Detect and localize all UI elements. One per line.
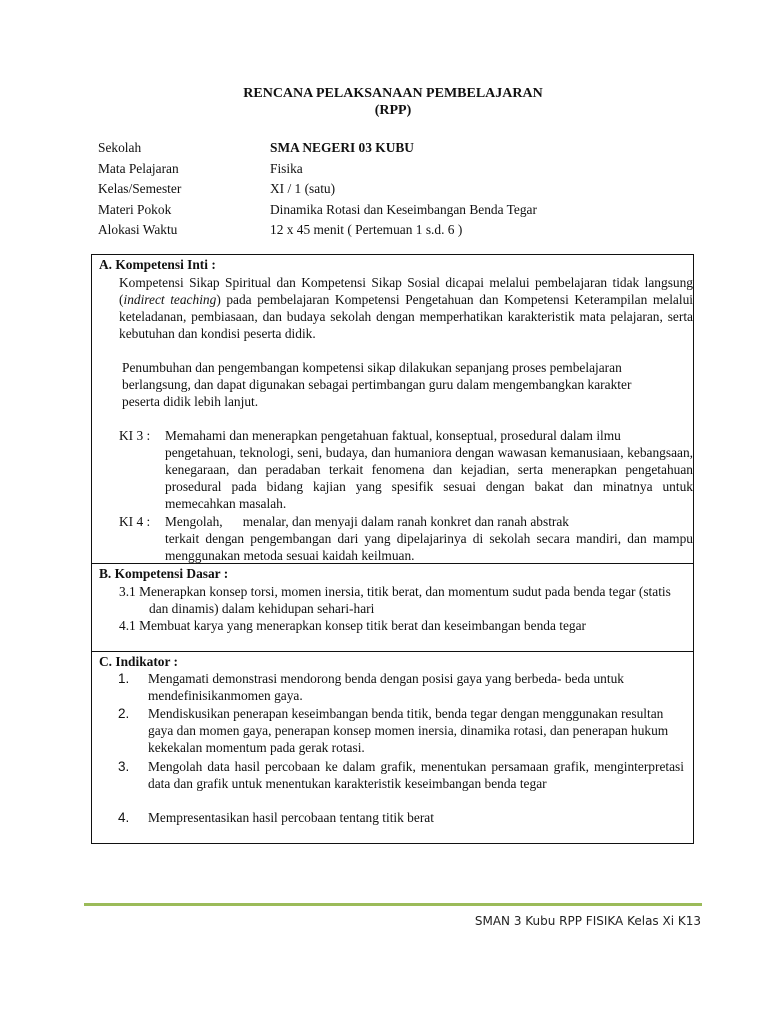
ki-4-continuation: terkait dengan pengembangan dari yang dipelajarinya di sekolah secara mandiri, dan mampu menggunakan metoda sesuai kaidah keilmuan. <box>165 531 693 563</box>
document-subtitle: (RPP) <box>374 103 412 118</box>
ki-3-line1-text: Memahami dan menerapkan pengetahuan faktual, konseptual, prosedural dalam ilmu <box>165 428 621 443</box>
indikator-item <box>118 758 684 792</box>
ki-paragraph-2: Penumbuhan dan pengembangan kompetensi sikap dilakukan sepanjang proses pembelajaran berlangsung, dan dapat digunakan sebagai pertimbangan guru dalam mengembangkan karakter peserta didik lebih lanjut. <box>122 360 632 409</box>
info-label: Mata Pelajaran <box>98 160 179 176</box>
indikator-text: Mendiskusikan penerapan keseimbangan benda titik, benda tegar dengan menggunakan resultan gaya dan momen gaya, penerapan konsep momen inersia, dinamika rotasi, dan penerapan hukum kekekalan momentum pada gerak rotasi. <box>148 706 669 755</box>
info-row-mata-pelajaran <box>98 159 698 180</box>
info-label: Kelas/Semester <box>98 181 182 197</box>
kompetensi-inti-box <box>91 254 694 564</box>
ki-paragraph-1-text-b: ) pada pembelajaran Kompetensi Pengetahuan dan Kompetensi Keterampilan melalui keteladanan, pembiasaan, dan budaya sekolah dengan memperhatikan karakteristik mata pelajaran, serta kebutuhan dan kondisi peserta didik. <box>119 292 693 341</box>
ki-4-first-line <box>119 513 693 530</box>
kompetensi-dasar-heading: B. Kompetensi Dasar : <box>99 566 229 581</box>
ki-4-label: KI 4 : <box>119 514 151 529</box>
info-value: XI / 1 (satu) <box>270 181 336 197</box>
indikator-text: Mengamati demonstrasi mendorong benda dengan posisi gaya yang berbeda- beda untuk mendefinisikanmomen gaya. <box>148 671 624 703</box>
indikator-item <box>118 809 684 826</box>
page-footer: SMAN 3 Kubu RPP FISIKA Kelas Xi K13 <box>474 914 701 928</box>
indikator-number: 2. <box>118 706 130 721</box>
info-value: Dinamika Rotasi dan Keseimbangan Benda Tegar <box>270 201 537 217</box>
ki-paragraph-1-emphasis: indirect teaching <box>123 292 217 307</box>
ki-3-continuation: pengetahuan, teknologi, seni, budaya, dan humaniora dengan wawasan kemanusiaan, kebangsaan, kenegaraan, dan peradaban terkait fenomena dan kejadian, serta menerapkan pengetahuan prosedural pada bidang kajian yang spesifik sesuai dengan bakat dan minatnya untuk memecahkan masalah. <box>165 445 693 511</box>
ki-4-line1-text: Mengolah, menalar, dan menyaji dalam ranah konkret dan ranah abstrak <box>165 514 570 529</box>
indikator-number: 3. <box>118 759 130 774</box>
info-row-kelas-semester <box>98 179 698 200</box>
kompetensi-dasar-box <box>91 563 694 652</box>
indikator-item <box>118 670 684 704</box>
indikator-box <box>91 651 694 844</box>
indikator-number: 4. <box>118 810 130 825</box>
info-value: SMA NEGERI 03 KUBU <box>270 140 414 155</box>
document-title: RENCANA PELAKSANAAN PEMBELAJARAN <box>243 86 543 101</box>
kd-item-4-1: 4.1 Membuat karya yang menerapkan konsep titik berat dan keseimbangan benda tegar <box>119 618 587 633</box>
info-value: 12 x 45 menit ( Pertemuan 1 s.d. 6 ) <box>270 222 463 238</box>
info-label: Alokasi Waktu <box>98 222 178 238</box>
ki-paragraph-1 <box>119 274 693 342</box>
info-row-sekolah <box>98 138 698 159</box>
kompetensi-inti-heading: A. Kompetensi Inti : <box>99 257 216 272</box>
info-row-alokasi-waktu <box>98 220 698 241</box>
info-value: Fisika <box>270 160 303 176</box>
ki-3-first-line <box>119 427 693 444</box>
ki-paragraph-1-text-a: Kompetensi Sikap Spiritual dan Kompetensi Sikap Sosial dicapai melalui pembelajaran tidak langsung ( <box>119 275 693 307</box>
indikator-text: Mempresentasikan hasil percobaan tentang titik berat <box>148 810 434 825</box>
indikator-text: Mengolah data hasil percobaan ke dalam grafik, menentukan persamaan grafik, menginterpretasi data dan grafik untuk menentukan karakteristik keseimbangan benda tegar <box>148 759 684 791</box>
ki-3-label: KI 3 : <box>119 428 151 443</box>
info-row-materi-pokok <box>98 200 698 221</box>
info-label: Materi Pokok <box>98 201 172 217</box>
ki-3 <box>119 427 693 512</box>
info-label: Sekolah <box>98 140 142 155</box>
footer-divider <box>84 903 702 906</box>
kd-item-3-1: 3.1 Menerapkan konsep torsi, momen inersia, titik berat, dan momentum sudut pada benda tegar (statis dan dinamis) dalam kehidupan sehari-hari <box>119 584 671 616</box>
indikator-item <box>118 705 684 756</box>
indikator-heading: C. Indikator : <box>99 654 178 669</box>
indikator-number: 1. <box>118 671 130 686</box>
ki-4 <box>119 513 693 564</box>
identity-table <box>98 138 698 241</box>
